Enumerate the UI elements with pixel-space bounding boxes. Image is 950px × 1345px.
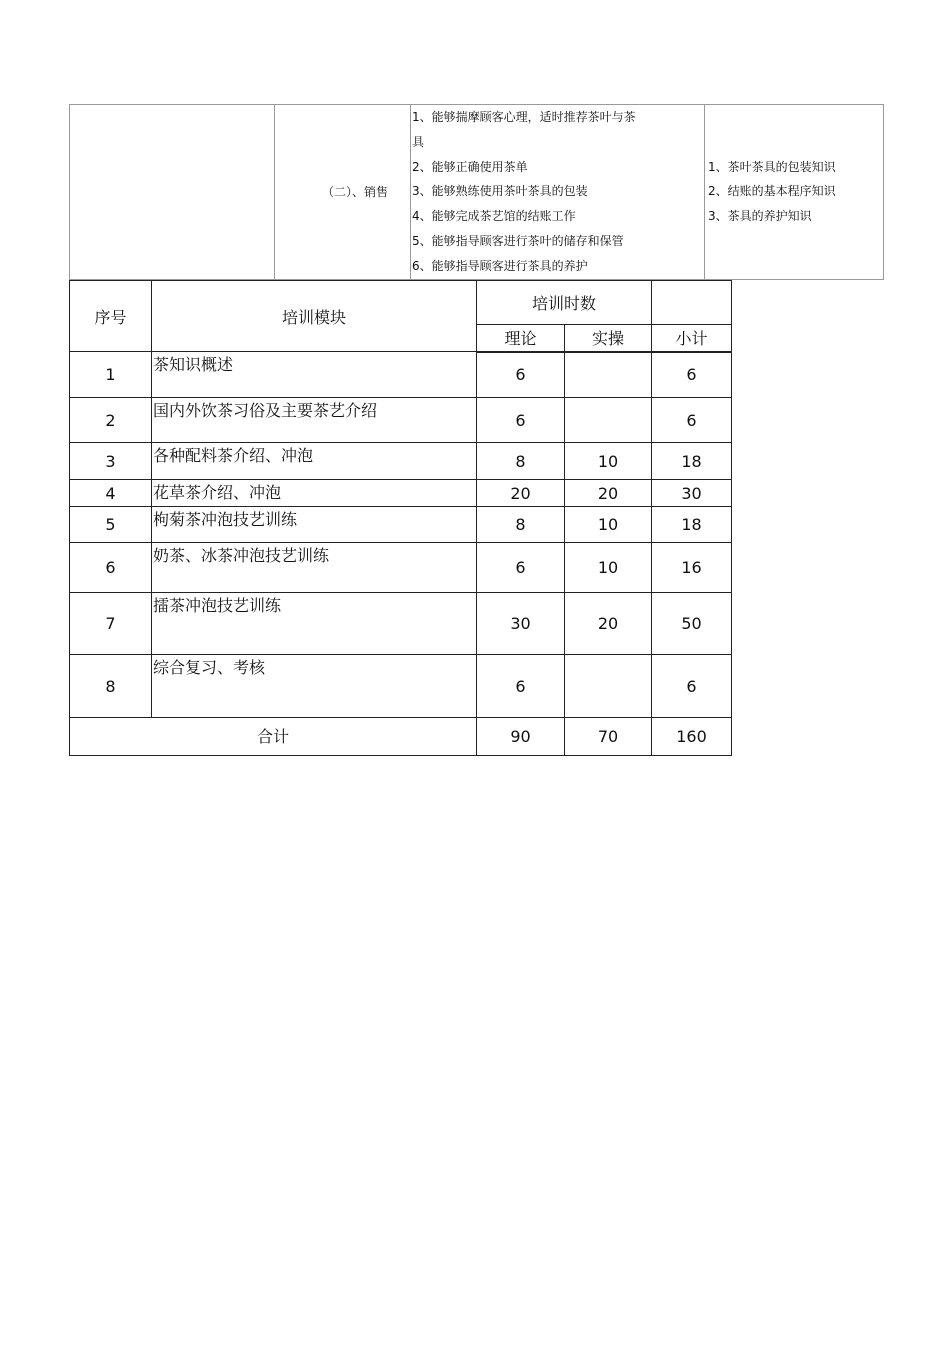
knowledge-cell: [705, 105, 884, 280]
row-subtotal: 18: [652, 443, 732, 480]
row-practice: 10: [565, 543, 652, 593]
row-theory: 6: [477, 543, 565, 593]
total-subtotal: 160: [652, 718, 732, 756]
row-module: 擂茶冲泡技艺训练: [152, 593, 477, 655]
skills-row: [70, 105, 884, 280]
total-row: [70, 718, 732, 756]
header-blank: [652, 281, 732, 325]
row-practice: 10: [565, 507, 652, 543]
row-module: 国内外饮茶习俗及主要茶艺介绍: [152, 398, 477, 443]
ability-line: 2、能够正确使用茶单: [412, 159, 528, 174]
knowledge-line: 3、茶具的养护知识: [708, 209, 812, 224]
row-module: 各种配料茶介绍、冲泡: [152, 443, 477, 480]
row-index: 8: [70, 655, 152, 718]
table-row: [70, 480, 732, 507]
ability-line: 4、能够完成茶艺馆的结账工作: [412, 209, 576, 224]
row-index: 7: [70, 593, 152, 655]
header-theory: 理论: [477, 325, 565, 352]
header-subtotal: 小计: [652, 325, 732, 352]
row-module: 茶知识概述: [152, 352, 477, 398]
row-subtotal: 6: [652, 398, 732, 443]
header-module: 培训模块: [152, 281, 477, 352]
row-subtotal: 30: [652, 480, 732, 507]
empty-cell: [70, 105, 275, 280]
ability-line: 3、能够熟练使用茶叶茶具的包装: [412, 184, 588, 199]
ability-line: 6、能够指导顾客进行茶具的养护: [412, 258, 588, 273]
row-practice: [565, 352, 652, 398]
row-subtotal: 6: [652, 352, 732, 398]
row-index: 3: [70, 443, 152, 480]
row-subtotal: 18: [652, 507, 732, 543]
header-hours: 培训时数: [477, 281, 652, 325]
knowledge-line: 2、结账的基本程序知识: [708, 184, 836, 199]
table-row: [70, 507, 732, 543]
section-cell: （二）、销售: [275, 105, 411, 280]
row-index: 1: [70, 352, 152, 398]
row-practice: 20: [565, 593, 652, 655]
row-theory: 6: [477, 398, 565, 443]
row-subtotal: 50: [652, 593, 732, 655]
ability-line: 具: [412, 134, 425, 149]
row-module: 枸菊茶冲泡技艺训练: [152, 507, 477, 543]
table-row: [70, 352, 732, 398]
table-row: [70, 655, 732, 718]
training-hours-table: [69, 280, 732, 756]
total-practice: 70: [565, 718, 652, 756]
row-theory: 20: [477, 480, 565, 507]
row-theory: 30: [477, 593, 565, 655]
row-practice: 20: [565, 480, 652, 507]
row-module: 奶茶、冰茶冲泡技艺训练: [152, 543, 477, 593]
header-practice: 实操: [565, 325, 652, 352]
row-theory: 6: [477, 655, 565, 718]
row-module: 花草茶介绍、冲泡: [152, 480, 477, 507]
row-subtotal: 6: [652, 655, 732, 718]
row-subtotal: 16: [652, 543, 732, 593]
ability-line: 5、能够指导顾客进行茶叶的储存和保管: [412, 233, 624, 248]
table-row: [70, 543, 732, 593]
abilities-cell: [411, 105, 705, 280]
total-theory: 90: [477, 718, 565, 756]
row-theory: 6: [477, 352, 565, 398]
row-index: 5: [70, 507, 152, 543]
row-theory: 8: [477, 443, 565, 480]
table-row: [70, 593, 732, 655]
row-theory: 8: [477, 507, 565, 543]
row-practice: [565, 655, 652, 718]
table-row: [70, 398, 732, 443]
row-index: 4: [70, 480, 152, 507]
skills-table: [69, 104, 884, 280]
header-row: [70, 281, 732, 325]
table-row: [70, 443, 732, 480]
header-index: 序号: [70, 281, 152, 352]
knowledge-line: 1、茶叶茶具的包装知识: [708, 159, 836, 174]
row-practice: 10: [565, 443, 652, 480]
row-module: 综合复习、考核: [152, 655, 477, 718]
ability-line: 1、能够揣摩顾客心理，适时推荐茶叶与茶: [412, 110, 636, 124]
total-label: 合计: [70, 718, 477, 756]
row-practice: [565, 398, 652, 443]
row-index: 2: [70, 398, 152, 443]
row-index: 6: [70, 543, 152, 593]
